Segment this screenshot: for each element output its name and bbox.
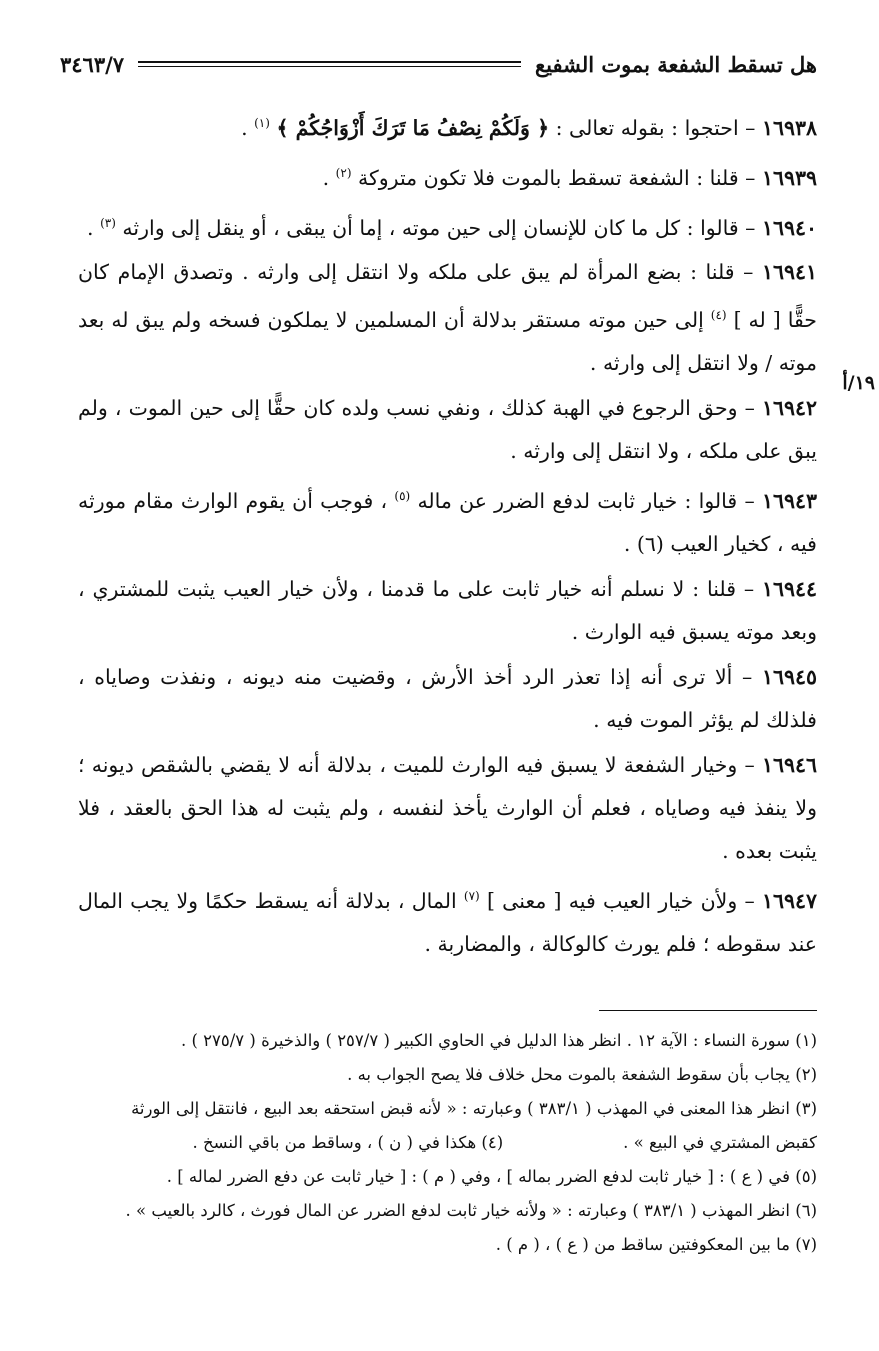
paragraph-number: ١٦٩٣٨ [761, 115, 817, 140]
paragraph [78, 251, 817, 385]
paragraph-number: ١٦٩٤٠ [761, 215, 817, 240]
footnote-ref: (١) [254, 116, 270, 130]
running-header [60, 44, 817, 84]
paragraph [78, 475, 817, 566]
footnotes [78, 1024, 817, 1262]
footnote: (٢) يجاب بأن سقوط الشفعة بالموت محل خلاف فلا يصح الجواب به . [347, 1065, 817, 1084]
footnote-separator [599, 1010, 817, 1011]
footnote: (٦) انظر المهذب ( ٣٨٣/١ ) وعبارته : « ولأنه خيار ثابت لدفع الضرر عن المال فورث ، كالرد بالعيب » . [125, 1201, 817, 1220]
footnote-ref: (٥) [394, 489, 411, 504]
paragraph-text: – احتجوا : بقوله تعالى : [549, 115, 762, 140]
footnote-ref: (٧) [463, 889, 480, 904]
paragraph [78, 656, 817, 742]
footnote: (١) سورة النساء : الآية ١٢ . انظر هذا الدليل في الحاوي الكبير ( ٢٥٧/٧ ) والذخيرة ( ٢٧٥/٧ ) . [180, 1031, 817, 1050]
paragraph-text: – وخيار الشفعة لا يسبق فيه الوارث للميت ، بدلالة أنه لا يقضي بالشقص ديونه ؛ ولا ينفذ فيه وصاياه ، فعلم أن الوارث يأخذ لنفسه ، ولم يثبت له هذا الحق بالعقد ، فلا يثبت بعده . [78, 753, 817, 864]
footnote: (٧) ما بين المعكوفتين ساقط من ( ع ) ، ( م ) . [495, 1235, 817, 1254]
paragraph-text: – قالوا : كل ما كان للإنسان إلى حين موته ، إما أن يبقى ، أو ينقل إلى وارثه [122, 215, 762, 240]
paragraph-text: – قلنا : لا نسلم أنه خيار ثابت على ما قدمنا ، ولأن خيار العيب يثبت للمشتري ، وبعد موته يسبق فيه الوارث . [78, 577, 817, 645]
paragraph-text-end: إلى حين موته مستقر بدلالة أن المسلمين لا يملكون فسخه ولم يبق له بعد موته / ولا انتقل إلى وارثه . [78, 308, 817, 376]
paragraph-number: ١٦٩٤٤ [761, 577, 817, 602]
paragraph-number: ١٦٩٤٦ [761, 753, 817, 778]
footnote-continuation: كقبض المشتري في البيع » . [623, 1133, 817, 1152]
paragraph-number: ١٦٩٤٧ [761, 888, 817, 913]
paragraph [78, 387, 817, 473]
paragraph-text: – قلنا : الشفعة تسقط بالموت فلا تكون متروكة [358, 165, 762, 190]
paragraph-text-end: المال ، بدلالة أنه يسقط حكمًا ولا يجب المال عند سقوطه ؛ فلم يورث كالوكالة ، والمضاربة . [78, 888, 817, 956]
paragraph-text-end: . [322, 165, 336, 190]
footnote-ref: (٢) [335, 165, 352, 180]
header-rule [138, 61, 521, 67]
paragraph [78, 102, 817, 150]
paragraph-text: – قالوا : خيار ثابت لدفع الضرر عن ماله [417, 489, 762, 514]
paragraph-text: – ألا ترى أنه إذا تعذر الرد أخذ الأرش ، وقضيت منه ديونه ، ونفذت وصاياه ، فلذلك لم يؤثر الموت فيه . [78, 665, 817, 733]
page-number: ٣٤٦٣/٧ [60, 51, 125, 77]
footnote: (٥) في ( ع ) : [ خيار ثابت لدفع الضرر بماله ] ، وفي ( م ) : [ خيار ثابت عن دفع الضرر لماله ] . [166, 1167, 817, 1186]
paragraph [78, 568, 817, 654]
manuscript-folio-marker: ١٩/أ [842, 372, 875, 394]
main-text [78, 102, 817, 968]
paragraph-number: ١٦٩٤٣ [761, 489, 817, 514]
running-title: هل تسقط الشفعة بموت الشفيع [534, 51, 817, 77]
paragraph-text-end: . [87, 215, 101, 240]
paragraph-text-end: ، فوجب أن يقوم الوارث مقام مورثه فيه ، كخيار العيب (٦) . [78, 489, 817, 557]
paragraph-text: – ولأن خيار العيب فيه [ معنى ] [486, 888, 762, 913]
paragraph [78, 875, 817, 966]
paragraph-text: – قلنا : بضع المرأة لم يبق على ملكه ولا انتقل إلى وارثه . وتصدق الإمام كان حقًّا [ له ] [78, 260, 817, 333]
paragraph-number: ١٦٩٤٥ [761, 665, 817, 690]
quran-verse: ﴿ وَلَكُمْ نِصْفُ مَا تَرَكَ أَزْوَاجُكُمْ ﴾ [276, 115, 550, 140]
footnote-ref: (٣) [100, 215, 116, 230]
footnote-ref: (٤) [710, 308, 727, 323]
paragraph [78, 152, 817, 200]
paragraph-number: ١٦٩٣٩ [761, 165, 817, 190]
paragraph-number: ١٦٩٤٢ [761, 396, 817, 421]
paragraph-number: ١٦٩٤١ [761, 260, 817, 285]
paragraph [78, 744, 817, 873]
footnote-line [78, 1126, 817, 1160]
paragraph-text-end: . [241, 115, 255, 140]
paragraph-text: – وحق الرجوع في الهبة كذلك ، ونفي نسب ولده كان حقًّا إلى حين الموت ، ولم يبق على ملكه ، ولا انتقل إلى وارثه . [78, 396, 817, 464]
footnote: (٤) هكذا في ( ن ) ، وساقط من باقي النسخ . [192, 1133, 504, 1152]
paragraph [78, 202, 817, 250]
footnote: (٣) انظر هذا المعنى في المهذب ( ٣٨٣/١ ) وعبارته : « لأنه قبض استحقه بعد البيع ، فانتقل إلى الورثة [131, 1099, 817, 1118]
